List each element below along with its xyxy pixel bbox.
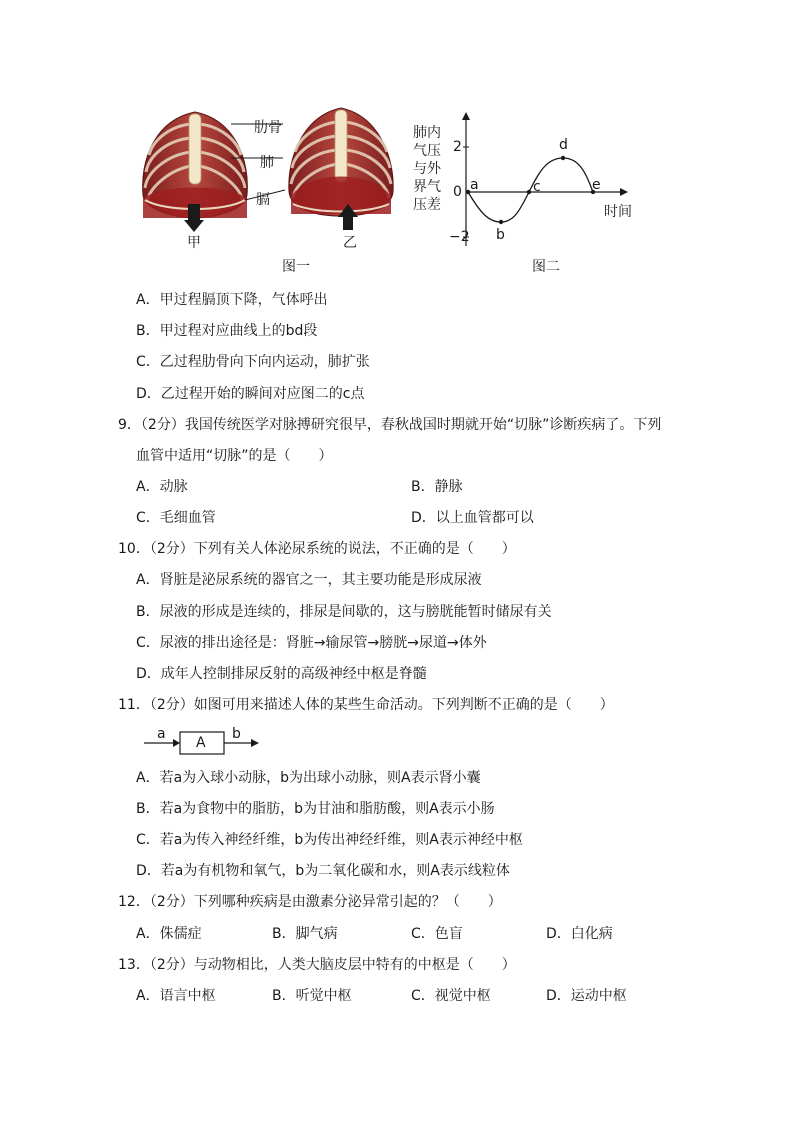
label-lung: 肺	[260, 155, 274, 171]
q10-option-d: D．成年人控制排尿反射的高级神经中枢是脊髓	[136, 666, 427, 682]
point-label-d: d	[559, 137, 568, 153]
q13-option-d: D．运动中枢	[546, 988, 627, 1004]
point-c	[527, 190, 531, 194]
q9-stem-line-2: 血管中适用“切脉”的是（ ）	[136, 448, 333, 464]
diagram-input-label: a	[157, 726, 166, 742]
q9-option-b: B．静脉	[411, 479, 463, 495]
q8-option-c: C．乙过程肋骨向下向内运动，肺扩张	[136, 354, 370, 370]
x-axis-arrow	[620, 188, 628, 196]
tick-label: −2	[449, 229, 470, 245]
q10-option-b: B．尿液的形成是连续的，排尿是间歇的，这与膀胱能暂时储尿有关	[136, 604, 552, 620]
tick-label: 2	[453, 139, 462, 155]
q11-option-c: C．若a为传入神经纤维，b为传出神经纤维，则A表示神经中枢	[136, 832, 523, 848]
q12-option-d: D．白化病	[546, 926, 613, 942]
ylabel-line: 与外	[413, 161, 441, 177]
label-rib: 肋骨	[254, 120, 282, 136]
diagram-box-label: A	[196, 735, 206, 751]
q11-option-b: B．若a为食物中的脂肪，b为甘油和脂肪酸，则A表示小肠	[136, 801, 495, 817]
q13-stem: 13．（2分）与动物相比，人类大脑皮层中特有的中枢是（ ）	[118, 957, 516, 973]
q13-option-b: B．听觉中枢	[272, 988, 352, 1004]
ylabel-line: 气压	[413, 143, 441, 159]
q11-option-a: A．若a为入球小动脉，b为出球小动脉，则A表示肾小囊	[136, 770, 481, 786]
q9-option-d: D．以上血管都可以	[411, 510, 534, 526]
figure-1-caption: 图一	[282, 259, 310, 275]
q11-option-d: D．若a为有机物和氧气，b为二氧化碳和水，则A表示线粒体	[136, 863, 510, 879]
q10-option-a: A．肾脏是泌尿系统的器官之一，其主要功能是形成尿液	[136, 572, 482, 588]
q12-option-c: C．色盲	[411, 926, 463, 942]
q12-option-a: A．侏儒症	[136, 926, 202, 942]
point-d	[561, 156, 565, 160]
q12-stem: 12．（2分）下列哪种疾病是由激素分泌异常引起的？（ ）	[118, 894, 502, 910]
q11-stem: 11．（2分）如图可用来描述人体的某些生命活动。下列判断不正确的是（ ）	[118, 697, 614, 713]
q9-option-c: C．毛细血管	[136, 510, 216, 526]
label-diaphragm: 膈	[256, 192, 270, 208]
q10-stem: 10．（2分）下列有关人体泌尿系统的说法，不正确的是（ ）	[118, 541, 516, 557]
q8-option-b: B．甲过程对应曲线上的bd段	[136, 323, 318, 339]
q8-option-a: A．甲过程膈顶下降，气体呼出	[136, 292, 328, 308]
pressure-curve	[468, 158, 593, 222]
ylabel-line: 界气	[413, 179, 441, 195]
x-axis-label: 时间	[604, 204, 632, 220]
thorax-yi	[289, 108, 393, 230]
diagram-output-label: b	[232, 726, 241, 742]
point-b	[499, 220, 503, 224]
tick-label: 0	[453, 184, 462, 200]
point-label-a: a	[470, 177, 479, 193]
q13-option-a: A．语言中枢	[136, 988, 216, 1004]
y-axis-arrow	[462, 112, 470, 120]
point-label-c: c	[533, 179, 541, 195]
figure-2-ylabel	[413, 124, 441, 214]
label-yi: 乙	[343, 235, 357, 251]
ylabel-line: 肺内	[413, 125, 441, 141]
thorax-jia	[143, 112, 248, 232]
figure-2-caption: 图二	[532, 259, 560, 275]
point-label-b: b	[496, 227, 505, 243]
label-jia: 甲	[187, 235, 201, 251]
arrow-icon	[251, 739, 259, 747]
q13-option-c: C．视觉中枢	[411, 988, 491, 1004]
q9-stem-line-1: 9．（2分）我国传统医学对脉搏研究很早，春秋战国时期就开始“切脉”诊断疾病了。下列	[118, 417, 662, 433]
point-label-e: e	[592, 177, 601, 193]
q9-option-a: A．动脉	[136, 479, 188, 495]
ylabel-line: 压差	[413, 197, 441, 213]
q8-option-d: D．乙过程开始的瞬间对应图二的c点	[136, 386, 365, 402]
q12-option-b: B．脚气病	[272, 926, 338, 942]
q10-option-c: C．尿液的排出途径是：肾脏→输尿管→膀胱→尿道→体外	[136, 635, 487, 651]
